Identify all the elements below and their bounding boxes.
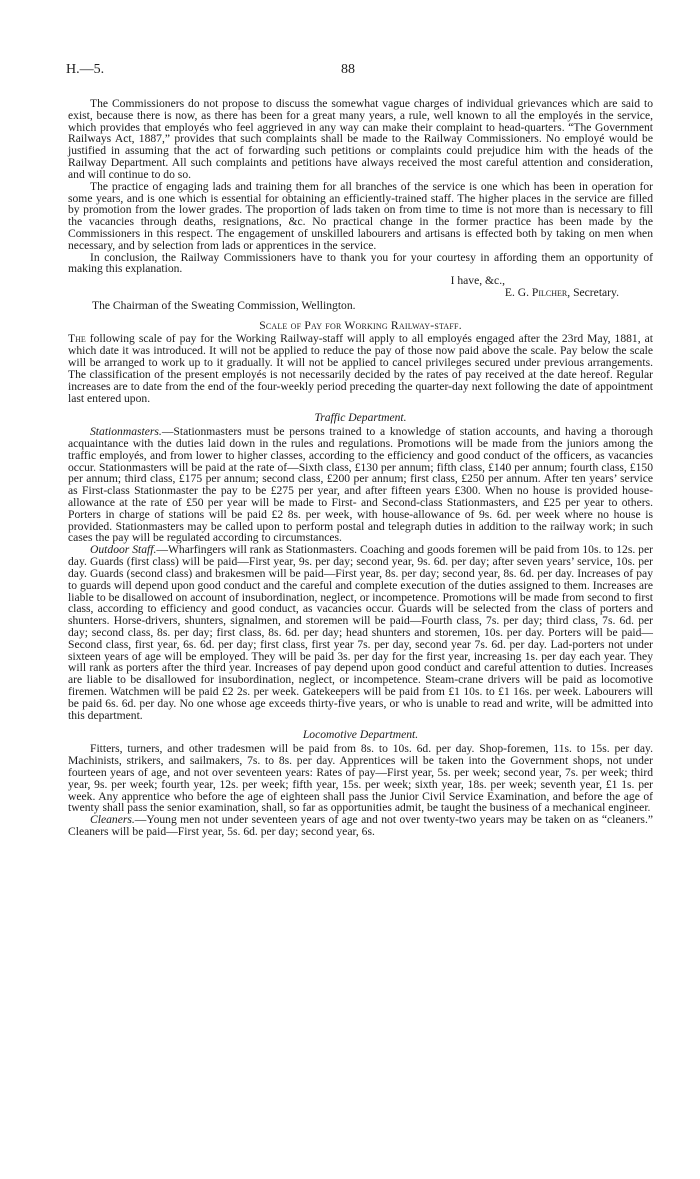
scale-lead-word: The (68, 332, 86, 346)
letter-paragraph-1: The Commissioners do not propose to discuss the somewhat vague charges of individual grievances which are said to exist, because there is now, as there has been for a great many years, a rule, well known to all the employés in the service, which provides that employés who feel aggrieved in any way can make their complaint to head-quarters. “The Government Railways Act, 1887,” provides that such complaints shall be made to the Railway Commissioners. No employé would be justified in assuming that the act of forwarding such petitions or complaints could prejudice him with the heads of the Railway Department. All such complaints and petitions have always received the most careful attention and consideration, and will continue to do so. (68, 97, 653, 181)
outdoor-staff-text: —Wharfingers will rank as Stationmasters. Coaching and goods foremen will be paid from 10s. to 12s. per day. Guards (first class) will be paid—First year, 9s. per day; second year, 9s. 6d. per day; after seven years’ service, 10s. per day. Guards (second class) and brakesmen will be paid—First year, 8s. per day; second year, 8s. 6d. per day. Increases of pay to guards will depend upon good conduct and the careful and complete execution of the duties assigned to them. Increases are liable to be disallowed on account of insubordination, neglect, or incompetence. Promotions will be made from second to first class, according to efficiency and good conduct, as vacancies occur. Guards will be selected from the class of porters and shunters. Horse-drivers, shunters, signalmen, and storemen will be paid—Fourth class, 7s. per day; third class, 7s. 6d. per day; second class, 8s. per day; first class, 8s. 6d. per day; head shunters and storemen, 10s. per day. Porters will be paid—Second class, first year, 6s. 6d. per day; first class, first year 7s. per day, second year 7s. 6d. per day. Lad-porters not under sixteen years of age will be employed. They will be paid 3s. per day for the first year, increasing 1s. per day each year. They will rank as porters after the third year. Increases of pay depend upon good conduct and careful attention to duties. Increases are liable to be disallowed for insubordination, neglect, or incompetence. Steam-crane drivers will be paid as locomotive firemen. Watchmen will be paid £2 2s. per week. Gatekeepers will be paid from £1 10s. to £1 16s. per week. Labourers will be paid 6s. 6d. per day. No one whose age exceeds thirty-five years, or who is unable to read and write, will be admitted into this department. (68, 543, 653, 722)
stationmasters-text: —Stationmasters must be persons trained to a knowledge of station accounts, and having a thorough acquaintance with the duties laid down in the rules and regulations. Promotions will be made from the juniors among the traffic employés, and from lower to higher classes, according to the efficiency and good conduct of the officers, as vacancies occur. Stationmasters will be paid at the rate of—Sixth class, £130 per annum; fifth class, £140 per annum; fourth class, £150 per annum; third class, £175 per annum; second class, £200 per annum; first class, £250 per annum. After ten years’ service as First-class Stationmaster the pay to be £275 per year, and after fifteen years £300. When no house is provided house-allowance at the rate of £50 per year will be made to First- and Second-class Stationmasters, and £25 per year to others. Porters in charge of stations will be paid £2 8s. per week, with house-allowance of 9s. 6d. per week where no house is provided. Stationmasters may be called upon to perform postal and telegraph duties in addition to the railway work; in such cases the pay will be regulated according to circumstances. (68, 425, 653, 545)
page-body (68, 98, 653, 838)
stationmasters-label: Stationmasters. (90, 425, 162, 439)
scale-intro-text: following scale of pay for the Working Railway-staff will apply to all employés engaged after the 23rd May, 1881, at which date it was introduced. It will not be applied to reduce the pay of those now paid above the scale. Pay below the scale will be arranged to work up to it gradually. It will not be applied to cancel privileges secured under previous arrangements. The classification of the present employés is not necessarily decided by the rates of pay received at the date hereof. Regular increases are to date from the end of the four-weekly period preceding the quarter-day next following the date of appointment last entered upon. (68, 332, 653, 405)
outdoor-staff-paragraph (68, 544, 653, 721)
page-header (66, 62, 630, 82)
letter-paragraph-2: The practice of engaging lads and training them for all branches of the service is one which has been in operation for some years, and is one which is essential for obtaining an efficiently-trained staff. The higher places in the service are filled by promotion from the lower grades. The proportion of lads taken on from time to time is not more than is necessary to fill the vacancies through deaths, resignations, &c. No practical change in the former practice has been made by the Commissioners in this respect. The engagement of unskilled labourers and artisans is effected both by taking on men when necessary, and by selection from lads or apprentices in the service. (68, 179, 653, 252)
outdoor-staff-label: Outdoor Staff. (90, 543, 157, 557)
letter-paragraph-3: In conclusion, the Railway Commissioners have to thank you for your courtesy in affording them an opportunity of making this explanation. (68, 250, 653, 276)
locomotive-department-heading: Locomotive Department. (302, 728, 419, 742)
page-number: 88 (341, 62, 355, 77)
signatory-title: Secretary. (570, 286, 619, 299)
scale-heading: Scale of Pay for Working Railway-staff. (259, 318, 462, 332)
scale-intro (68, 333, 653, 404)
letter-addressee: The Chairman of the Sweating Commission, Wellington. (92, 298, 356, 312)
letter-closing: I have, &c., (450, 274, 505, 288)
cleaners-paragraph (68, 814, 653, 838)
document-reference: H.—5. (66, 62, 105, 77)
stationmasters-paragraph (68, 426, 653, 544)
signatory-name: E. G. Pilcher, (504, 286, 571, 299)
letter-signature (68, 287, 653, 299)
traffic-department-heading: Traffic Department. (314, 411, 407, 425)
fitters-paragraph: Fitters, turners, and other tradesmen will be paid from 8s. to 10s. 6d. per day. Shop-foremen, 11s. to 15s. per day. Machinists, strikers, and sailmakers, 7s. to 8s. per day. Apprentices will be taken into the Government shops, not under fourteen years of age, and not over seventeen years: Rates of pay—First year, 5s. per week; second year, 7s. per week; third year, 9s. per week; fourth year, 12s. per week; fifth year, 15s. per week; sixth year, 18s. per week; seventh year, £1 1s. per week. Any apprentice who before the age of eighteen shall pass the Junior Civil Service Examination, and before the age of twenty shall pass the senior examination, shall, so far as opportunities admit, be taught the business of a mechanical engineer. (68, 742, 653, 815)
cleaners-label: Cleaners. (90, 813, 135, 827)
cleaners-text: —Young men not under seventeen years of age and not over twenty-two years may be taken on as “cleaners.” Cleaners will be paid—First year, 5s. 6d. per day; second year, 6s. (68, 813, 653, 838)
